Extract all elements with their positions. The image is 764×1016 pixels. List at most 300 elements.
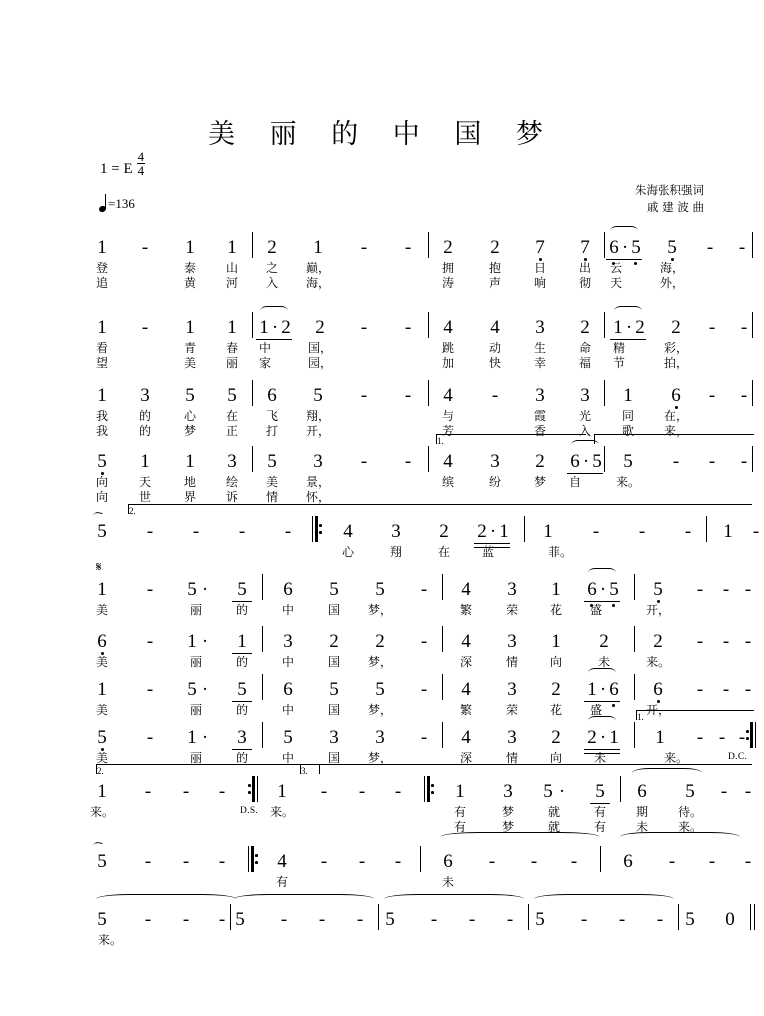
lyric-syllable: 国， (307, 341, 333, 355)
lyric-syllable: 就 (547, 820, 561, 834)
note: 2 (329, 631, 339, 652)
octave-dot-below (612, 704, 615, 707)
lyric-syllable: 正 (225, 424, 239, 438)
note: 2 (580, 317, 590, 338)
note: - (506, 909, 514, 930)
lyric-syllable: 国 (327, 751, 341, 765)
note: - (360, 385, 368, 406)
note: - (468, 909, 476, 930)
lyric-syllable: 家 (258, 356, 272, 370)
note: 5 (97, 909, 107, 930)
barline (252, 380, 253, 406)
note: 5 (313, 385, 323, 406)
lyric-syllable: 梦， (367, 603, 393, 617)
lyric-syllable: 巅， (305, 261, 331, 275)
note: - (708, 317, 716, 338)
lyric-syllable: 来。 (645, 655, 671, 669)
note: 1 (185, 317, 195, 338)
note: - (708, 385, 716, 406)
volta-bracket: 3. (300, 764, 752, 765)
lyric-syllable: 生 (533, 341, 547, 355)
lyric-syllable: 界 (183, 490, 197, 504)
note: - (672, 451, 680, 472)
lyric-syllable: 有 (593, 820, 607, 834)
dot-prolong: · (271, 317, 279, 338)
note: 5 (535, 909, 545, 930)
lyric-syllable: 梦， (367, 655, 393, 669)
note: 5 (631, 237, 641, 258)
lyric-syllable: 国 (327, 703, 341, 717)
note: 3 (535, 317, 545, 338)
lyric-syllable: 繁 (459, 603, 473, 617)
barline (634, 722, 635, 748)
note: - (696, 727, 704, 748)
lyric-syllable: 光 (578, 409, 592, 423)
note: - (430, 909, 438, 930)
barline (604, 312, 605, 338)
note: - (684, 521, 692, 542)
note: 4 (461, 579, 471, 600)
lyric-syllable: 翔 (389, 545, 403, 559)
note: 5 (97, 727, 107, 748)
note: - (144, 851, 152, 872)
note: 2 (439, 521, 449, 542)
phrase-tick (92, 511, 102, 521)
note: - (146, 727, 154, 748)
lyric-syllable: 节 (612, 356, 626, 370)
barline (428, 232, 429, 258)
lyric-syllable: 来。 (677, 820, 703, 834)
lyric-syllable: 纷 (488, 475, 502, 489)
lyric-syllable: 中 (258, 341, 272, 355)
lyric-syllable: 心 (183, 409, 197, 423)
note: - (394, 851, 402, 872)
lyric-syllable: 梦 (183, 424, 197, 438)
barline (262, 574, 263, 600)
lyric-syllable: 打 (265, 424, 279, 438)
note: 4 (443, 317, 453, 338)
dot-prolong: · (201, 579, 209, 600)
note: 5 (653, 579, 663, 600)
barline (620, 776, 621, 802)
lyric-syllable: 动 (488, 341, 502, 355)
note: - (530, 851, 538, 872)
lyric-syllable: 我 (95, 409, 109, 423)
note: - (706, 237, 714, 258)
lyric-syllable: 青 (183, 341, 197, 355)
lyricist-credit: 朱海张积强词 (635, 183, 704, 197)
ds-mark: D.S. (240, 806, 259, 816)
lyric-syllable: 飞 (265, 409, 279, 423)
note: 5 (623, 451, 633, 472)
note: 1 (227, 237, 237, 258)
note: 5 (667, 237, 677, 258)
dc-mark: D.C. (728, 752, 748, 762)
note: 1 (227, 317, 237, 338)
lyric-syllable: 中 (281, 703, 295, 717)
note: 5 (185, 385, 195, 406)
note: 5 (685, 781, 695, 802)
barline (428, 446, 429, 472)
lyric-syllable: 的 (235, 603, 249, 617)
note: 6 (283, 579, 293, 600)
lyric-syllable: 的 (235, 751, 249, 765)
dot-prolong: · (201, 631, 209, 652)
note: 5 (187, 679, 197, 700)
lyric-syllable: 开， (645, 703, 671, 717)
lyric-syllable: 绘 (225, 475, 239, 489)
note: 3 (237, 727, 247, 748)
note: - (404, 237, 412, 258)
lyric-syllable: 追 (95, 276, 109, 290)
lyric-syllable: 诉 (225, 490, 239, 504)
barline (752, 232, 753, 258)
note: - (144, 909, 152, 930)
lyric-syllable: 山 (225, 261, 239, 275)
lyric-syllable: 幸 (533, 356, 547, 370)
lyric-syllable: 有 (453, 820, 467, 834)
note: - (718, 727, 726, 748)
barline (442, 674, 443, 700)
lyric-syllable: 河 (225, 276, 239, 290)
dot-prolong: · (599, 579, 607, 600)
lyric-syllable: 声 (488, 276, 502, 290)
note: 6 (671, 385, 681, 406)
note: 3 (503, 781, 513, 802)
note: 6 (283, 679, 293, 700)
note: 6 (609, 237, 619, 258)
lyric-syllable: 丽 (189, 751, 203, 765)
slur-arc (588, 568, 616, 578)
note: 5 (227, 385, 237, 406)
lyric-syllable: 蓝 (481, 545, 495, 559)
note: 1 (609, 727, 619, 748)
note: 5 (329, 579, 339, 600)
lyric-syllable: 美 (265, 475, 279, 489)
note: - (318, 909, 326, 930)
note: 1 (97, 781, 107, 802)
note: 5 (543, 781, 553, 802)
slur-arc (610, 226, 638, 236)
note: 5 (235, 909, 245, 930)
lyric-syllable: 日 (533, 261, 547, 275)
note: 2 (599, 631, 609, 652)
barline (752, 312, 753, 338)
note: 5 (385, 909, 395, 930)
note: 2 (477, 521, 487, 542)
volta-bracket: 1. (436, 434, 586, 435)
tempo-marking (99, 196, 135, 212)
lyric-syllable: 加 (441, 356, 455, 370)
note: 3 (507, 631, 517, 652)
note: 6 (637, 781, 647, 802)
note: 2 (315, 317, 325, 338)
note: - (744, 631, 752, 652)
note: 3 (490, 451, 500, 472)
note: 5 (592, 451, 602, 472)
lyric-syllable: 望 (95, 356, 109, 370)
repeat-end-sign (248, 776, 258, 802)
note: 3 (329, 727, 339, 748)
lyric-syllable: 拥 (441, 261, 455, 275)
note: - (420, 679, 428, 700)
lyric-syllable: 的 (235, 655, 249, 669)
note: 3 (580, 385, 590, 406)
note: 4 (443, 385, 453, 406)
lyric-syllable: 缤 (441, 475, 455, 489)
note: 6 (587, 579, 597, 600)
barline (252, 446, 253, 472)
lyric-syllable: 在， (663, 409, 689, 423)
lyric-syllable: 梦 (501, 820, 515, 834)
note: 2 (551, 727, 561, 748)
note: 5 (375, 579, 385, 600)
note: - (656, 909, 664, 930)
lyric-syllable: 向 (95, 475, 109, 489)
barline (442, 574, 443, 600)
note: 7 (535, 237, 545, 258)
note: 3 (313, 451, 323, 472)
lyric-syllable: 霞 (533, 409, 547, 423)
note: 1 (455, 781, 465, 802)
slur-arc (620, 832, 740, 842)
lyric-syllable: 未 (593, 751, 607, 765)
note: 1 (97, 317, 107, 338)
note: 5 (97, 851, 107, 872)
note: - (356, 909, 364, 930)
lyric-syllable: 国 (327, 603, 341, 617)
lyric-syllable: 入 (578, 424, 592, 438)
note: - (320, 851, 328, 872)
note: 3 (283, 631, 293, 652)
slur-arc (571, 440, 599, 450)
lyric-syllable: 彩， (663, 341, 689, 355)
lyric-syllable: 有 (593, 805, 607, 819)
dot-prolong: · (201, 679, 209, 700)
note: - (744, 781, 752, 802)
note: 5 (283, 727, 293, 748)
lyric-syllable: 彻 (578, 276, 592, 290)
barline (528, 904, 529, 930)
lyric-syllable: 情 (265, 490, 279, 504)
note: - (218, 851, 226, 872)
tempo-value: =136 (108, 196, 135, 211)
barline (252, 232, 253, 258)
note: - (708, 451, 716, 472)
lyric-syllable: 跳 (441, 341, 455, 355)
note: 1 (499, 521, 509, 542)
lyric-syllable: 荣 (505, 603, 519, 617)
lyric-syllable: 美 (95, 703, 109, 717)
note: - (744, 579, 752, 600)
barline (262, 674, 263, 700)
note: - (738, 727, 746, 748)
octave-dot-below (634, 262, 637, 265)
note: 3 (507, 679, 517, 700)
note: 5 (609, 579, 619, 600)
note: - (592, 521, 600, 542)
lyric-syllable: 向 (95, 490, 109, 504)
lyric-syllable: 丽 (189, 703, 203, 717)
lyric-syllable: 深 (459, 655, 473, 669)
note: 6 (653, 679, 663, 700)
barline (420, 846, 421, 872)
note: 1 (259, 317, 269, 338)
slur-arc (440, 832, 600, 842)
note: 6 (443, 851, 453, 872)
note: - (720, 781, 728, 802)
lyric-syllable: 在 (437, 545, 451, 559)
note: - (144, 781, 152, 802)
note: 5 (595, 781, 605, 802)
note: 5 (329, 679, 339, 700)
note: - (668, 851, 676, 872)
barline (442, 626, 443, 652)
note: 1 (543, 521, 553, 542)
lyric-syllable: 精 (612, 341, 626, 355)
note: - (404, 451, 412, 472)
note: - (320, 781, 328, 802)
note: 2 (490, 237, 500, 258)
note: 1 (623, 385, 633, 406)
lyric-syllable: 美 (183, 356, 197, 370)
note: 4 (343, 521, 353, 542)
lyric-syllable: 来。 (89, 805, 115, 819)
lyric-syllable: 在 (225, 409, 239, 423)
lyric-syllable: 海， (305, 276, 331, 290)
lyric-syllable: 地 (183, 475, 197, 489)
lyric-syllable: 有 (453, 805, 467, 819)
lyric-syllable: 海， (659, 261, 685, 275)
lyric-syllable: 未 (441, 875, 455, 889)
lyric-syllable: 美 (95, 655, 109, 669)
dot-prolong: · (625, 317, 633, 338)
note: - (740, 317, 748, 338)
note: - (284, 521, 292, 542)
note: - (141, 237, 149, 258)
barline (428, 380, 429, 406)
note: - (708, 851, 716, 872)
note: - (740, 385, 748, 406)
barline (604, 232, 605, 258)
lyric-syllable: 之 (265, 261, 279, 275)
lyric-syllable: 美 (95, 603, 109, 617)
lyric-syllable: 来。 (97, 933, 123, 947)
note: 1 (723, 521, 733, 542)
lyric-syllable: 歌 (621, 424, 635, 438)
note: 1 (140, 451, 150, 472)
note: - (740, 451, 748, 472)
slur-arc (614, 306, 642, 316)
volta-bracket: 1. (636, 710, 754, 711)
lyric-syllable: 来， (663, 424, 689, 438)
phrase-tick (92, 841, 102, 851)
composer-credit: 戚 建 波 曲 (647, 199, 704, 214)
note: - (394, 781, 402, 802)
lyric-syllable: 芳 (441, 424, 455, 438)
lyric-syllable: 国 (327, 655, 341, 669)
note: - (638, 521, 646, 542)
time-numerator: 4 (137, 149, 145, 164)
page-title: 美 丽 的 中 国 梦 (208, 119, 556, 150)
lyric-syllable: 花 (549, 603, 563, 617)
lyric-syllable: 菲。 (547, 545, 573, 559)
barline (442, 722, 443, 748)
note: - (280, 909, 288, 930)
note: - (146, 521, 154, 542)
volta-bracket: 2. (128, 504, 752, 505)
repeat-start-sign (248, 846, 257, 872)
note: 6 (609, 679, 619, 700)
lyric-syllable: 抱 (488, 261, 502, 275)
note: 4 (490, 317, 500, 338)
note: 4 (461, 631, 471, 652)
note: 2 (535, 451, 545, 472)
lyric-syllable: 外， (659, 276, 685, 290)
barline (634, 626, 635, 652)
dot-prolong: · (201, 727, 209, 748)
lyric-syllable: 向 (549, 655, 563, 669)
note: - (146, 679, 154, 700)
barline (262, 722, 263, 748)
lyric-syllable: 泰 (183, 261, 197, 275)
time-signature (137, 150, 146, 177)
time-denominator: 4 (137, 163, 145, 178)
note: - (182, 781, 190, 802)
note: - (491, 385, 499, 406)
note: 5 (375, 679, 385, 700)
dot-prolong: · (489, 521, 497, 542)
volta-bracket: 2. (96, 764, 320, 765)
dot-prolong: · (599, 679, 607, 700)
lyric-syllable: 中 (281, 751, 295, 765)
lyric-syllable: 怀， (305, 490, 331, 504)
volta-bracket (594, 434, 754, 435)
lyric-syllable: 未 (635, 820, 649, 834)
slur-arc (632, 768, 702, 778)
segno-mark: 𝄋 (96, 560, 102, 575)
lyric-syllable: 中 (281, 655, 295, 669)
lyric-syllable: 繁 (459, 703, 473, 717)
lyric-syllable: 的 (138, 409, 152, 423)
lyric-syllable: 期 (635, 805, 649, 819)
slur-arc (588, 668, 616, 678)
barline (524, 516, 525, 542)
note: - (722, 579, 730, 600)
note: 4 (443, 451, 453, 472)
quarter-note-icon (99, 196, 108, 212)
note: 5 (97, 521, 107, 542)
lyric-syllable: 梦 (533, 475, 547, 489)
note: 4 (461, 727, 471, 748)
note: - (360, 237, 368, 258)
slur-arc (260, 306, 288, 316)
note: - (488, 851, 496, 872)
lyric-syllable: 向 (549, 751, 563, 765)
repeat-start-sign (424, 776, 433, 802)
lyric-syllable: 我 (95, 424, 109, 438)
note: 2 (671, 317, 681, 338)
octave-dot-below (612, 604, 615, 607)
lyric-syllable: 未 (597, 655, 611, 669)
note: 5 (237, 579, 247, 600)
lyric-syllable: 香 (533, 424, 547, 438)
note: 1 (551, 631, 561, 652)
note: 2 (587, 727, 597, 748)
barline (706, 516, 707, 542)
note: - (360, 317, 368, 338)
note: 2 (443, 237, 453, 258)
